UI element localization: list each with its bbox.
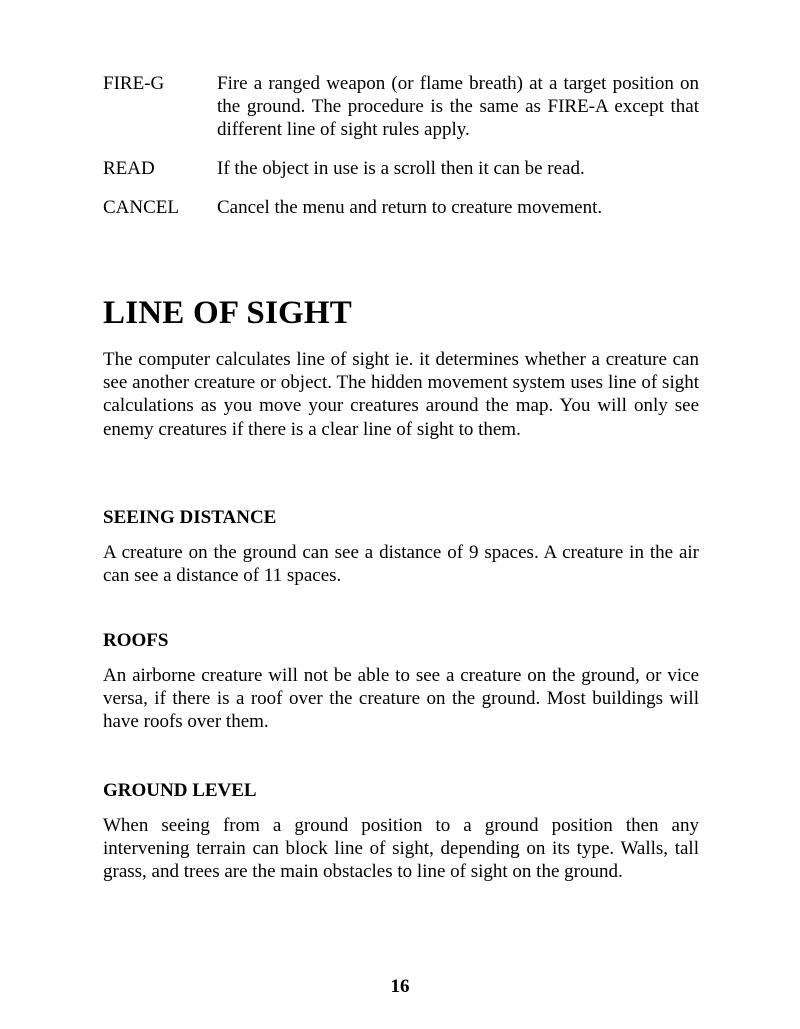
- page-number: 16: [390, 976, 410, 997]
- section-intro-paragraph: The computer calculates line of sight ie. it determines whether a creature can see another creature or object. The hidden movement system uses line of sight calculations as you move your creatures around the map. You will only see enemy creatures if there is a clear line of sight to them.: [103, 349, 699, 440]
- subsection-heading-ground-level: GROUND LEVEL: [103, 780, 257, 801]
- command-description: Fire a ranged weapon (or flame breath) at a target position on the ground. The procedure is the same as FIRE-A except that different line of sight rules apply.: [217, 73, 699, 140]
- subsection-paragraph-roofs: An airborne creature will not be able to see a creature on the ground, or vice versa, if there is a roof over the creature on the ground. Most buildings will have roofs over them.: [103, 665, 699, 733]
- command-description: Cancel the menu and return to creature movement.: [217, 197, 603, 218]
- subsection-paragraph-seeing-distance: A creature on the ground can see a distance of 9 spaces. A creature in the air can see a distance of 11 spaces.: [103, 542, 699, 587]
- subsection-paragraph-ground-level: When seeing from a ground position to a ground position then any intervening terrain can block line of sight, depending on its type. Walls, tall grass, and trees are the main obstacles to line of sight on the ground.: [103, 815, 699, 883]
- command-name: READ: [103, 158, 155, 179]
- subsection-heading-seeing-distance: SEEING DISTANCE: [103, 507, 277, 528]
- command-name: FIRE-G: [103, 73, 165, 94]
- command-name: CANCEL: [103, 197, 179, 218]
- subsection-heading-roofs: ROOFS: [103, 630, 169, 651]
- command-description: If the object in use is a scroll then it can be read.: [217, 158, 585, 179]
- section-heading: LINE OF SIGHT: [103, 295, 352, 331]
